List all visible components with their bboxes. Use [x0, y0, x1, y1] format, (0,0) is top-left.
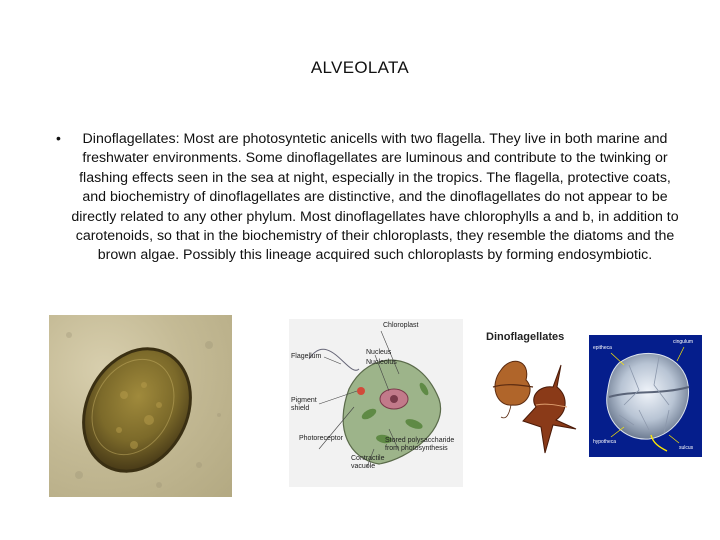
euglena-diagram [289, 319, 463, 487]
label-hypotheca: hypotheca [593, 439, 617, 445]
label-flagellum: Flagellum [291, 353, 322, 360]
dinoflagellates-illustration [481, 325, 582, 466]
label-sulcus: sulcus [679, 445, 694, 451]
label-nucleolus: Nucleolus [366, 359, 397, 366]
label-chloroplast: Chloroplast [383, 322, 419, 329]
label-nucleus: Nucleus [366, 349, 392, 356]
label-cingulum: cingulum [673, 339, 694, 345]
bullet-item [56, 130, 680, 266]
dinoflagellates-drawing [481, 325, 582, 466]
dinoflagellate-sem-image [589, 335, 702, 457]
bullet-symbol: • [56, 130, 61, 146]
bullet-text: Dinoflagellates: Most are photosyntetic anicells with two flagella. They live in both marine and freshwater environments. Some dinoflagellates are luminous and contribute to the twinking or flashing effects seen in the sea at night, especially in the tropics. The flagella, protective coats, and biochemistry of dinoflagellates are distinctive, and the dinoflagellates do not appear to be directly related to any other phylum. Most dinoflagellates have chlorophylls a and b, in addition to carotenoids, so that in the biochemistry of their chloroplasts, they resemble the diatoms and the brown algae. Possibly this lineage acquired such chloroplasts by forming endosymbiotic. [71, 131, 679, 264]
label-stored-polysaccharide: Stored polysaccharide from photosynthesis [385, 437, 455, 452]
label-contractile-vacuole: Contractile vacuole [351, 455, 385, 470]
protist-micrograph-drawing [49, 315, 232, 497]
label-pigment-shield: Pigment shield [291, 397, 317, 412]
slide-title: ALVEOLATA [310, 58, 410, 77]
label-epitheca: epitheca [593, 345, 612, 351]
protist-micrograph-image [49, 315, 232, 497]
label-photoreceptor: Photoreceptor [299, 435, 343, 442]
dinoflagellates-heading: Dinoflagellates [486, 331, 565, 343]
